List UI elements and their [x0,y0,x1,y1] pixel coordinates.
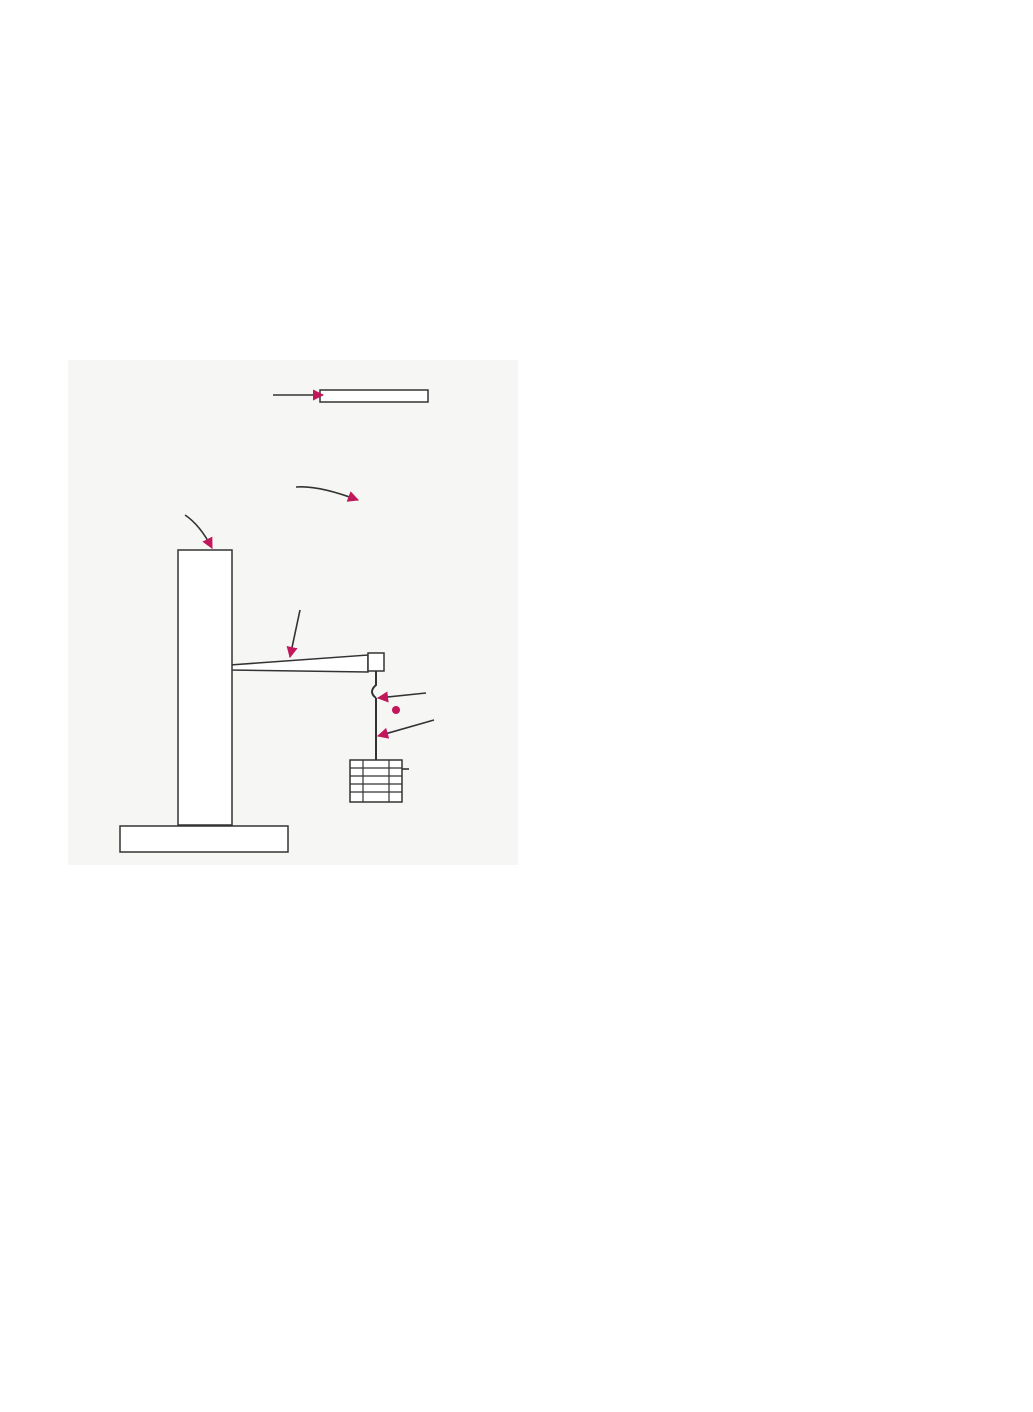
rigid-support [320,390,428,402]
slotted-weights [350,760,402,802]
spring-apparatus-diagram [68,360,518,865]
